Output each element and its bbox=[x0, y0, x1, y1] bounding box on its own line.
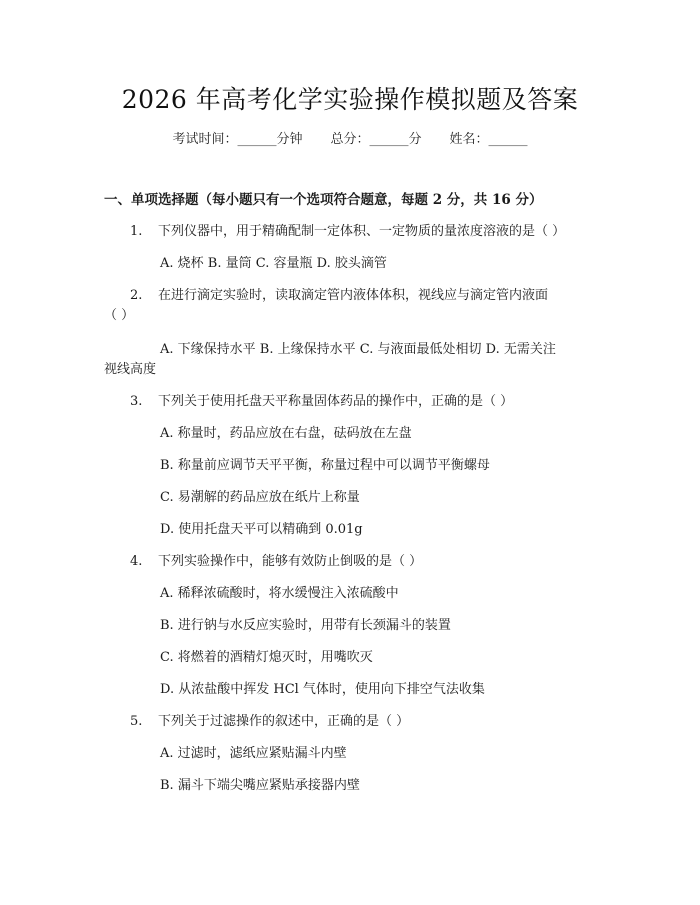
question-2-options-cont: 视线高度 bbox=[104, 362, 157, 377]
option-b: B. 称量前应调节天平平衡，称量过程中可以调节平衡螺母 bbox=[160, 458, 490, 473]
question-1 bbox=[130, 222, 565, 242]
question-3 bbox=[130, 392, 513, 412]
option-a: A. 称量时，药品应放在右盘，砝码放在左盘 bbox=[160, 426, 412, 441]
question-number: 3. bbox=[130, 394, 143, 409]
question-2-text-cont: （ ） bbox=[104, 308, 135, 323]
question-text: 下列关于过滤操作的叙述中，正确的是（ ） bbox=[158, 714, 410, 729]
option-c: C. 易潮解的药品应放在纸片上称量 bbox=[160, 490, 360, 505]
option-b: B. 漏斗下端尖嘴应紧贴承接器内壁 bbox=[160, 778, 360, 793]
question-2 bbox=[130, 286, 548, 306]
section-heading: 一、单项选择题（每小题只有一个选项符合题意，每题 2 分，共 16 分） bbox=[104, 192, 543, 208]
question-text: 下列仪器中，用于精确配制一定体积、一定物质的量浓度溶液的是（ ） bbox=[158, 224, 566, 239]
option-c: C. 将燃着的酒精灯熄灭时，用嘴吹灭 bbox=[160, 650, 373, 665]
option-a: A. 稀释浓硫酸时，将水缓慢注入浓硫酸中 bbox=[160, 586, 399, 601]
question-4 bbox=[130, 552, 422, 572]
option-b: B. 进行钠与水反应实验时，用带有长颈漏斗的装置 bbox=[160, 618, 451, 633]
question-number: 1. bbox=[130, 224, 143, 239]
question-number: 4. bbox=[130, 554, 143, 569]
question-1-options: A. 烧杯 B. 量筒 C. 容量瓶 D. 胶头滴管 bbox=[160, 256, 387, 271]
exam-time-field: 考试时间：______分钟 bbox=[172, 132, 303, 147]
question-5 bbox=[130, 712, 409, 732]
option-d: D. 从浓盐酸中挥发 HCl 气体时，使用向下排空气法收集 bbox=[160, 682, 485, 697]
option-a: A. 过滤时，滤纸应紧贴漏斗内壁 bbox=[160, 746, 347, 761]
page-title: 2026 年高考化学实验操作模拟题及答案 bbox=[121, 85, 579, 114]
name-field: 姓名：______ bbox=[449, 132, 528, 147]
question-number: 5. bbox=[130, 714, 143, 729]
question-text: 在进行滴定实验时，读取滴定管内液体体积，视线应与滴定管内液面 bbox=[158, 288, 549, 303]
question-2-options: A. 下缘保持水平 B. 上缘保持水平 C. 与液面最低处相切 D. 无需关注 bbox=[160, 342, 556, 357]
option-d: D. 使用托盘天平可以精确到 0.01g bbox=[160, 522, 363, 537]
question-number: 2. bbox=[130, 288, 143, 303]
exam-meta bbox=[0, 130, 700, 150]
question-text: 下列关于使用托盘天平称量固体药品的操作中，正确的是（ ） bbox=[158, 394, 514, 409]
question-text: 下列实验操作中，能够有效防止倒吸的是（ ） bbox=[158, 554, 423, 569]
total-score-field: 总分：______分 bbox=[330, 132, 422, 147]
